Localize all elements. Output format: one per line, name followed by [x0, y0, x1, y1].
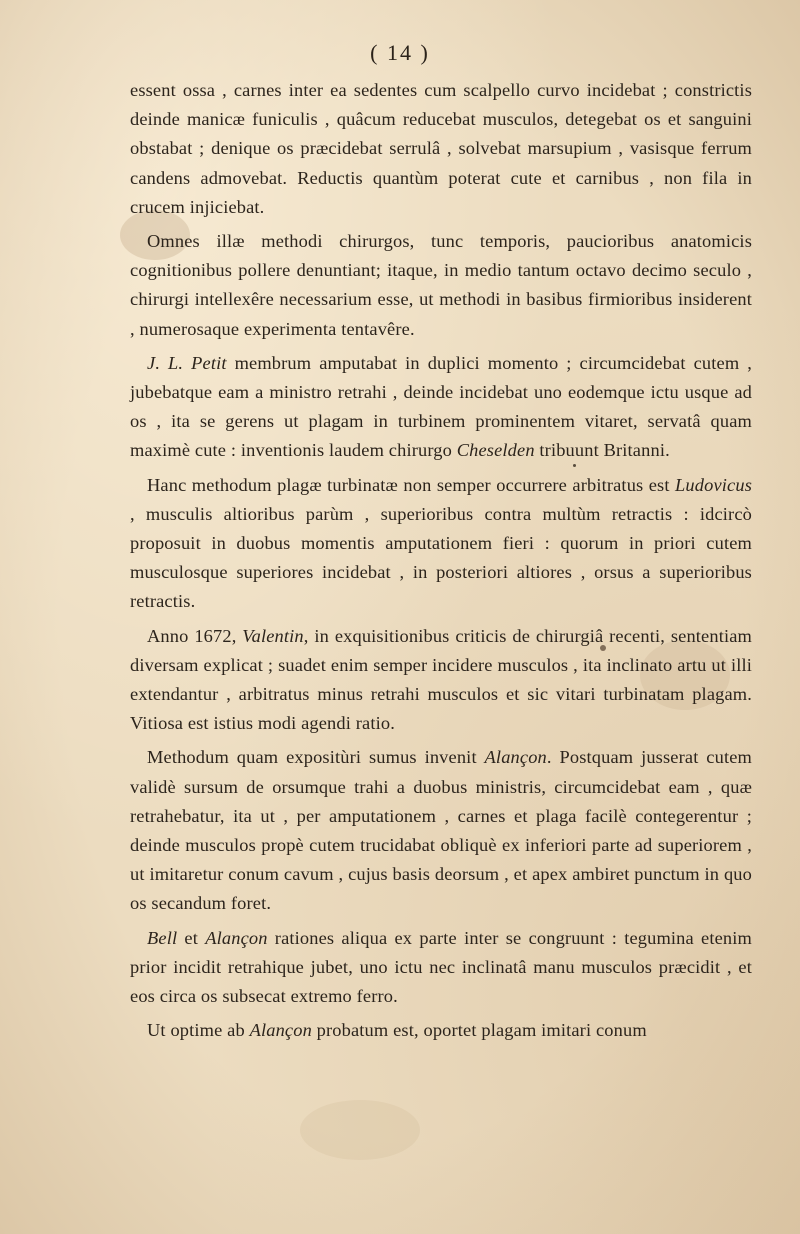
paragraph [130, 924, 752, 1012]
text-run: . Postquam jusserat cutem validè sursum de orsumque trahi a duobus ministris, circumcidebat eam , quæ retrahebatur, ita ut , per amputationem , carnes et plaga facilè contegerentur ; deinde musculos propè cutem trucidabat obliquè ex inferiori parte ad superiorem , ut imitaretur conum cavum , cujus basis deorsum , et apex ambiret punctum in quo os secandum foret. [130, 747, 752, 914]
paragraph [130, 622, 752, 739]
text-run: et [177, 927, 206, 948]
paragraph [130, 471, 752, 617]
text-run: Omnes illæ methodi chirurgos, tunc temporis, paucioribus anatomicis cognitionibus pollere denuntiant; itaque, in medio tantum octavo decimo seculo , chirurgi intellexêre necessarium esse, ut methodi in basibus firmioribus insiderent , numerosaque experimenta tentavêre. [130, 231, 752, 339]
author-name: Ludovicus [675, 474, 752, 495]
text-run: , musculis altioribus parùm , superioribus contra multùm retractis : idcircò proposuit in duobus momentis amputationem fieri : quorum in priori cutem musculosque superiores incidebat , in posteriori altiores , orsus a superioribus retractis. [130, 503, 752, 612]
paragraph [130, 227, 752, 344]
author-name: Bell [147, 927, 178, 948]
paragraph [130, 743, 752, 918]
author-name: Cheselden [456, 440, 535, 461]
text-run: Methodum quam expositùri sumus invenit [147, 747, 485, 768]
page-number: ( 14 ) [370, 40, 430, 65]
text-run: Anno 1672, [147, 625, 243, 646]
text-run: tribuunt Britanni. [534, 440, 670, 461]
author-name: Valentin [242, 625, 304, 646]
paragraph [130, 349, 752, 466]
author-name: J. L. Petit [147, 352, 227, 373]
author-name: Alançon [484, 747, 547, 768]
text-run: rationes aliqua ex parte inter se congruunt : tegumina etenim prior incidit retrahique jubet, uno ictu nec inclinatâ manu musculos præcidit , et eos circa os subsecat extremo ferro. [130, 927, 752, 1007]
text-run: Ut optime ab [147, 1020, 250, 1041]
author-name: Alançon [205, 927, 268, 948]
text-run: , in exquisitionibus criticis de chirurgiâ recenti, sententiam diversam explicat ; suadet enim semper incidere musculos , ita inclinato artu ut illi extendantur , arbitratus minus retrahi musculos et sic vitari turbinatam plagam. Vitiosa est istius modi agendi ratio. [130, 625, 752, 734]
text-run: essent ossa , carnes inter ea sedentes cum scalpello curvo incidebat ; constrictis deinde manicæ funiculis , quâcum reducebat musculos, detegebat os et sanguini obstabat ; denique os præcidebat serrulâ , solvebat marsupium , vasisque ferrum candens admovebat. Reductis quantùm poterat cute et carnibus , non fila in crucem injiciebat. [130, 80, 752, 217]
text-run: membrum amputabat in duplici momento ; circumcidebat cutem , jubebatque eam a ministro retrahi , deinde incidebat uno eodemque ictu usque ad os , ita se gerens ut plagam in turbinem prominentem vitaret, servatâ quam maximè cute : inventionis laudem chirurgo [130, 352, 752, 461]
text-run: probatum est, oportet plagam imitari conum [311, 1020, 647, 1041]
body-text [130, 76, 752, 1046]
text-run: Hanc methodum plagæ turbinatæ non semper occurrere arbitratus est [147, 474, 676, 495]
paragraph [130, 76, 752, 222]
author-name: Alançon [249, 1020, 312, 1041]
foxing-stain [300, 1100, 420, 1160]
paragraph [130, 1016, 752, 1045]
